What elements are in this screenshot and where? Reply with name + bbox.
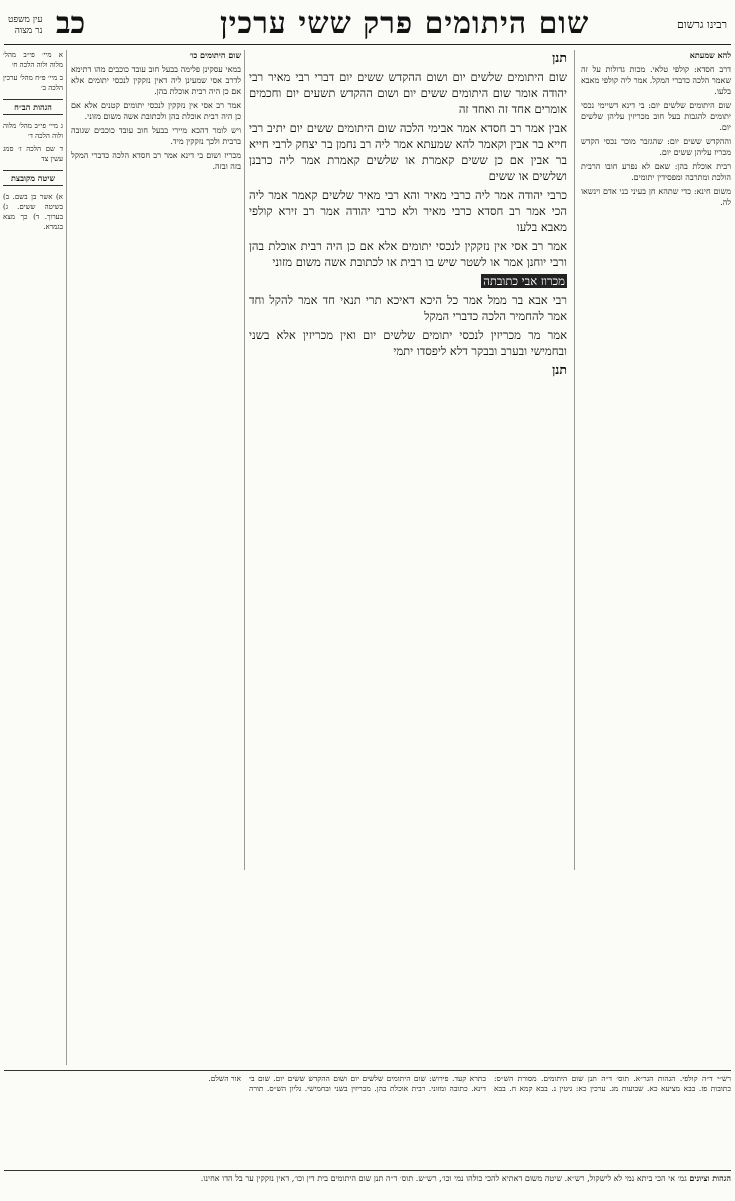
margin-item: ג מיי׳ פי״ב מהל׳ מלוה ולוה הלכה ד׳ bbox=[3, 122, 63, 140]
column-divider bbox=[66, 50, 67, 1065]
tosafot-column bbox=[71, 50, 241, 870]
gemara-paragraph: אבין אמר רב חסדא אמר אבימי הלכה שום היתומים ששים יום יתיב רבי חייא בר אבין וקאמר להא שמעתא אמר ליה רב נחמן בר יצחק לרבי חייא בר אבין אם כן ששים קאמרת או שלשים קאמרת אמר ליה כרבנן ושלשים או ששים bbox=[249, 121, 567, 183]
tosafot-paragraph: אמר רב אסי אין נזקקין לנכסי יתומים קטנים אלא אם כן היה רבית אוכלת בהן ולכתובת אשה משום מזוני. bbox=[71, 101, 241, 121]
footer-text: גמ׳ אי הכי ביתא נמי לא לישקול, רש״א. שיטה משום דאתיא להכי כולהו נמי וכו׳, רש״ש. תוס׳ ד״ה תנן שום היתומים בית דין וכו׳, דאין נזקקין ער בל הדו אחינו. bbox=[200, 1174, 687, 1183]
gemara-paragraph: אמר רב אסי אין נזקקין לנכסי יתומים אלא אם כן היה רבית אוכלת בהן ורבי יוחנן אמר או לשטר שיש בו רבית או לכתובת אשה משום מזוני bbox=[249, 239, 567, 269]
header-left-label: עין משפט נר מצוה bbox=[8, 15, 43, 36]
header-rule bbox=[4, 44, 731, 45]
rashi-paragraph: רבית אוכלת בהן: שאם לא נפרע חובו הרבית הולכת ומתרבה ומפסידין יתומים. bbox=[581, 162, 731, 182]
column-divider bbox=[574, 50, 575, 870]
tosafot-paragraph: במאי עסקינן פלימה בבעל חוב עובד כוכבים מהו דתימא לדרב אסי שמעינן ליה דאין נזקקין לנכסי יתומים אלא אם כן היה רבית אוכלת בהן. bbox=[71, 65, 241, 96]
rashi-heading: להא שמעתא bbox=[689, 50, 731, 60]
margin-item: ב מיי׳ פ״ח מהל׳ ערכין הלכה ב׳ bbox=[3, 74, 63, 92]
gemara-paragraph: אמר מר מכריזין לנכסי יתומים שלשים יום ואין מכריזין אלא בשני ובחמישי ובערב ובבקר דלא ליפסדו יתמי bbox=[249, 328, 567, 358]
page-number: כב bbox=[56, 6, 86, 41]
gemara-paragraph: כרבי יהודה אמר ליה כרבי מאיר והא רבי מאיר שלשים קאמר אמר ליה הכי אמר רב חסדא כרבי מאיר ולא כרבי יהודה אמר רב זירא קולפי מאבא בלעו bbox=[249, 188, 567, 234]
tosafot-heading: שום היתומים כו׳ bbox=[189, 50, 241, 60]
margin-item: ד שם הלכה ז׳ סמג עשין צד bbox=[3, 145, 63, 163]
gemara-paragraph: רבי אבא בר ממל אמר כל היכא דאיכא תרי תנאי חד אמר להקל וחד אמר להחמיר הלכה כדברי המקל bbox=[249, 293, 567, 323]
gemara-opening-word: תנן bbox=[552, 50, 567, 65]
bottom-notes: רש״י ד״ה קולפי. הגהות הגר״א. תוס׳ ד״ה תנן שום היתומים. מסורת הש״ס: כתובות פז. בבא מציעא כא. שבועות מג. ערכין כא: גיטין נ. בבא קמא ח. בבא בתרא קעד. פירוש: שום היתומים שלשים יום ושום ההקדש ששים יום. שום בי דינא. כתובה ומזוני. רבית אוכלת בהן. מכריזין בשני ובחמישי. גליון הש״ס. תורה אור השלם. bbox=[4, 1070, 731, 1170]
shita-mekubetzet-heading: שיטה מקובצת bbox=[3, 170, 63, 186]
margin-item: א מיי׳ פי״ב מהל׳ מלוה ולוה הלכה ח׳ bbox=[3, 51, 63, 69]
tosafot-paragraph: ויש לומר דהכא מיירי בבעל חוב עובד כוכבים שגובה ברבית ולכך נזקקין מיד. bbox=[71, 126, 241, 146]
gemara-closing-word: תנן bbox=[552, 362, 567, 377]
gemara-column bbox=[249, 50, 567, 1065]
rashi-paragraph: משום חינא: כדי שתהא חן בעיני בני אדם וינשאו לה. bbox=[581, 187, 731, 207]
rashi-column bbox=[581, 50, 731, 870]
page-title: שום היתומים פרק ששי ערכין bbox=[220, 6, 590, 41]
page-footer bbox=[4, 1170, 731, 1201]
column-divider bbox=[244, 50, 245, 870]
hagahot-habach-heading: הגהות הב״ח bbox=[3, 99, 63, 115]
gemara-paragraph: שום היתומים שלשים יום ושום ההקדש ששים יום דברי רבי מאיר רבי יהודה אומר שום היתומים ששים יום ושום ההקדש תשעים יום וחכמים אומרים אחד זה ואחד זה bbox=[249, 70, 567, 116]
rashi-paragraph: דרב חסדא: קולפי טלאי. מכות גדולות על זה שאמר הלכה כדברי המקל. אמר ליה קולפי מאבא בלעו. bbox=[581, 65, 731, 96]
margin-column bbox=[3, 50, 63, 1070]
tosafot-paragraph: מכריז ושום בי דינא אמר רב חסדא הלכה כדברי המקל בזה ובזה. bbox=[71, 151, 241, 171]
rashi-paragraph: וההקדש ששים יום: שהגזבר מוכר נכסי הקדש מכריז עליהן ששים יום. bbox=[581, 137, 731, 157]
header-right-label: רבינו גרשום bbox=[677, 18, 727, 31]
gemara-highlight: מכרוז אבי כתובתה bbox=[483, 274, 565, 288]
page-header bbox=[0, 6, 735, 46]
footer-heading: הגהות וציונים bbox=[689, 1173, 731, 1183]
rashi-paragraph: שום היתומים שלשים יום: בי דינא דשיימי נכסי יתומים להגבות בעל חוב מכריזין עליהן שלשים יום. bbox=[581, 101, 731, 132]
shita-mekubetzet-text: א) אשר בן בשם. ב) בשיטה ששים. ג) בערוך. ד) כך מצא בגמרא. bbox=[3, 193, 63, 231]
